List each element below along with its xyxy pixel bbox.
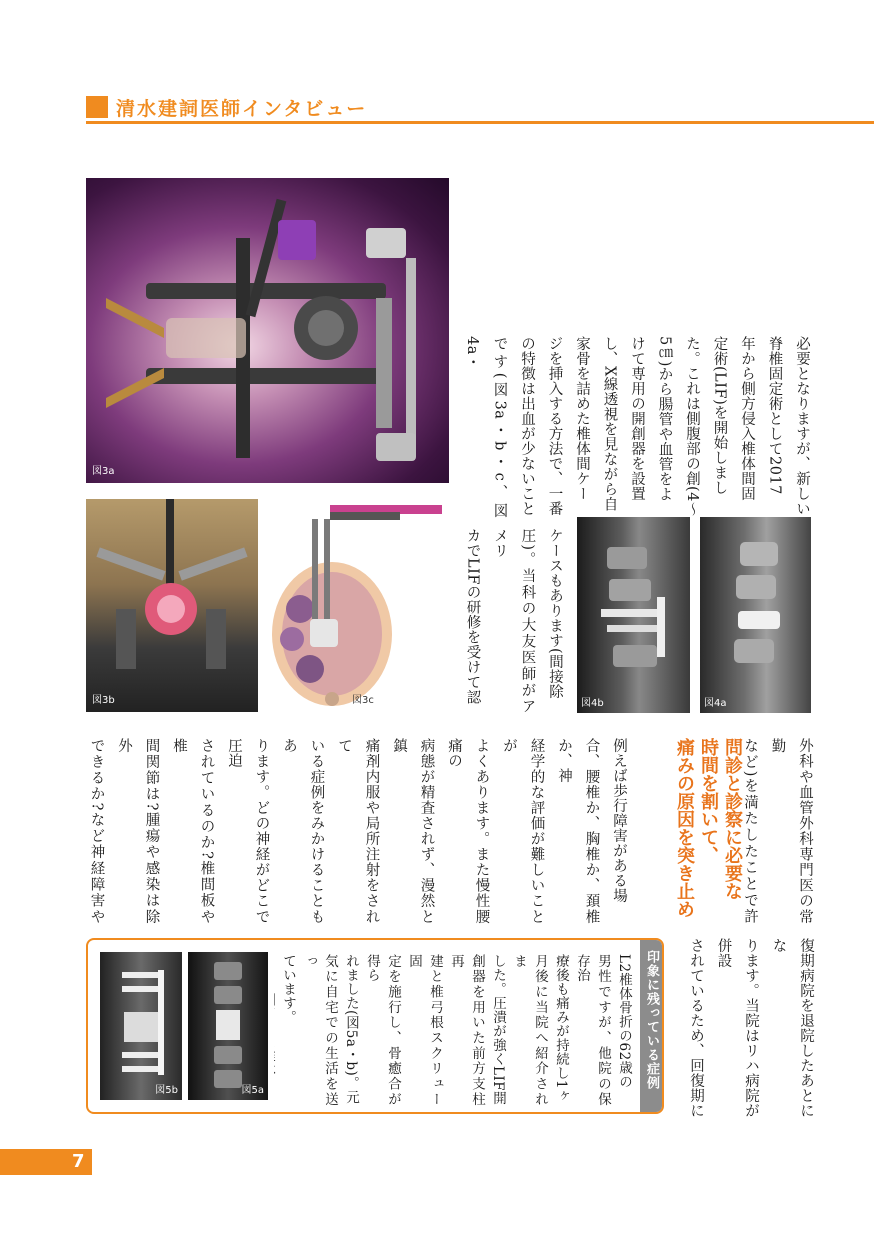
- figure-5a-ct: [188, 952, 268, 1100]
- figure-3a-photo: [86, 178, 449, 483]
- xray-4a-illustration: [700, 517, 811, 713]
- case-box-label-bar: [640, 940, 662, 1112]
- figure-5b-xray: [100, 952, 182, 1100]
- ct-5a-illustration: [188, 952, 268, 1100]
- figure-3b-photo: [86, 499, 258, 712]
- header-accent-block: [86, 96, 108, 118]
- article-lower-text-b: 例えば歩行障害がある場 合、腰椎か、胸椎か、頚椎か、神 経学的な評価が難しいことが よくあります。また慢性腰痛の 病態が精査されず、漫然と鎮 痛剤内服や局所注射をされて いる症例をみかけることもあ ります。どの神経がどこで圧迫 されているのか?椎間板や椎 間関節は?腫瘍や感染は除外 できるか?など神経障害や: [88, 738, 627, 924]
- figure-5a-label: 図5a: [241, 1085, 264, 1096]
- section-heading: 問診と診察に必要な 時間を割いて、 痛みの原因を突き止め: [674, 738, 743, 918]
- figure-3b-label: 図3b: [92, 695, 115, 706]
- article-top-text: 必要となりますが、新しい 脊椎固定術として2017 年から側方侵入椎体間固 定術(LIF)を開始しまし た。これは側腹部の創(4〜 5㎝)から腸管や血管をよ けて専用の開創器を設置 し、X線透視を見ながら自 家骨を詰めた椎体間ケー ジを挿入する方法で、一番 の特徴は出血が少ないこと です(図3a・b・c、図4a・: [464, 336, 810, 518]
- article-bottom-right-text: 復期病院を退院したあとにな ります。当院はリハ病院が併設 されているため、回復期に: [688, 938, 814, 1118]
- xray-4b-illustration: [577, 517, 690, 713]
- figure-4a-xray: [700, 517, 811, 713]
- surgery-illustration: [86, 499, 258, 712]
- figure-4b-xray: [577, 517, 690, 713]
- figure-5b-label: 図5b: [155, 1085, 178, 1096]
- case-box-label: 印象に残っている症例: [644, 950, 659, 1090]
- header-rule: [86, 121, 874, 124]
- xray-5b-illustration: [100, 952, 182, 1100]
- figure-3c-label: 図3c: [352, 695, 374, 706]
- case-box-text: L2椎体骨折の62歳の 男性ですが、他院の保存治 療後も痛みが持続し1ヶ 月後に当院へ紹介されま した。圧潰が強くLIF開 創器を用いた前方支柱再 建と椎弓根スクリュー固 定を施行し、骨癒合が得ら れました(図5a・b)。元 気に自宅での生活を送っ ています。: [280, 954, 632, 1106]
- retractor-illustration: [86, 178, 449, 483]
- figure-4b-label: 図4b: [581, 698, 604, 709]
- case-box: [86, 938, 664, 1114]
- article-lower-text-a: 外科や血管外科専門医の常勤 など)を満たしたことで許: [742, 738, 813, 924]
- figure-3a-label: 図3a: [92, 466, 115, 477]
- cross-section-illustration: [270, 499, 448, 712]
- page-number-bar: [0, 1149, 92, 1175]
- figure-4a-label: 図4a: [704, 698, 727, 709]
- article-mid-text: ケースもあります(間接除 圧)。当科の大友医師がアメリ カでLIFの研修を受けて認: [464, 528, 563, 714]
- page-number: 7: [72, 1151, 85, 1172]
- header-title: 清水建詞医師インタビュー: [116, 98, 368, 120]
- figure-3c-diagram: [270, 499, 448, 712]
